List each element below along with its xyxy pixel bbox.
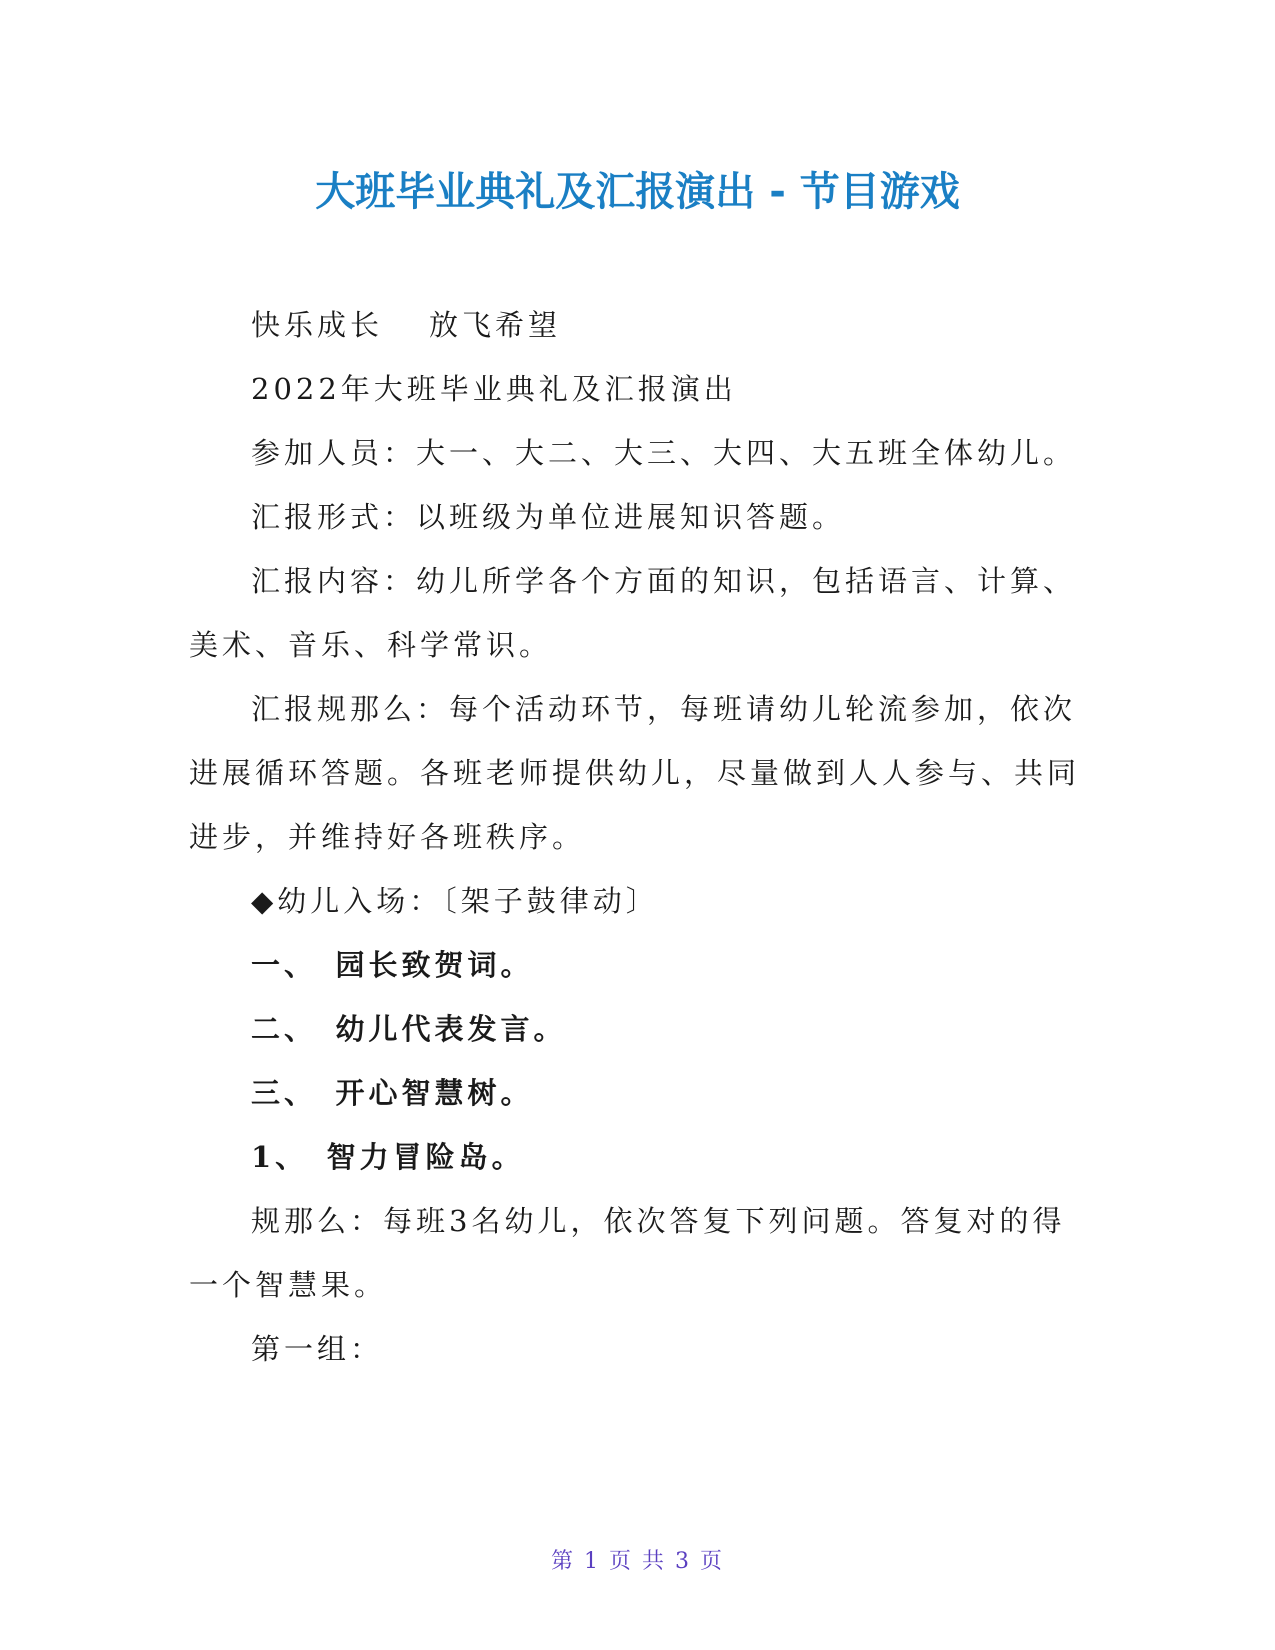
group-1-label: 第一组： xyxy=(251,1332,384,1366)
slogan-part-a: 快乐成长 xyxy=(251,308,384,342)
document-body xyxy=(189,293,1089,1381)
participants-paragraph: 参加人员：大一、大二、大三、大四、大五班全体幼儿。 xyxy=(251,436,1077,470)
program-item-3: 三、 开心智慧树。 xyxy=(251,1076,534,1110)
document-title: 大班毕业典礼及汇报演出 - 节目游戏 xyxy=(315,169,960,215)
sub-item-1-rule: 规那么：每班3名幼儿，依次答复下列问题。答复对的得一个智慧果。 xyxy=(189,1204,1066,1302)
event-line: 2022年大班毕业典礼及汇报演出 xyxy=(251,372,737,406)
program-item-1: 一、 园长致贺词。 xyxy=(251,948,534,982)
content-paragraph: 汇报内容：幼儿所学各个方面的知识，包括语言、计算、美术、音乐、科学常识。 xyxy=(189,564,1077,662)
slogan-part-b: 放飞希望 xyxy=(429,308,562,342)
program-item-2: 二、 幼儿代表发言。 xyxy=(251,1012,567,1046)
sub-item-1: 1、 智力冒险岛。 xyxy=(251,1140,525,1174)
slogan-line xyxy=(189,293,1089,357)
rules-paragraph: 汇报规那么：每个活动环节，每班请幼儿轮流参加，依次进展循环答题。各班老师提供幼儿，尽量做到人人参与、共同进步，并维持好各班秩序。 xyxy=(189,692,1081,854)
page-footer: 第 1 页 共 3 页 xyxy=(551,1549,724,1574)
entrance-paragraph: ◆幼儿入场：〔架子鼓律动〕 xyxy=(251,884,659,918)
form-paragraph: 汇报形式：以班级为单位进展知识答题。 xyxy=(251,500,846,534)
